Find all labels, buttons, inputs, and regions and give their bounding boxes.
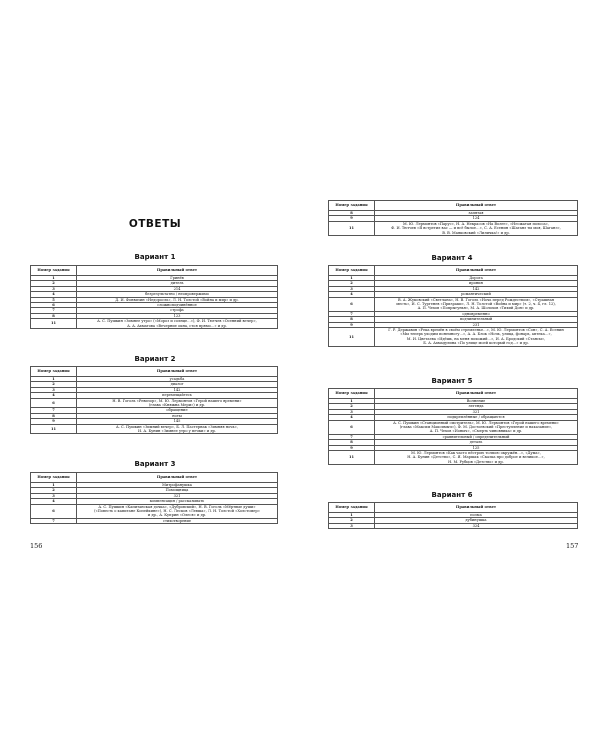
task-number-cell: 3 [329, 409, 375, 414]
right-page [300, 0, 600, 750]
task-number-cell: 2 [329, 404, 375, 409]
task-number-cell: 8 [329, 440, 375, 445]
answer-cell: обращение [77, 408, 278, 413]
task-number-cell: 6 [329, 420, 375, 434]
table-row [329, 523, 578, 528]
column-header-answer: Правильный ответ [375, 201, 578, 211]
table-row [31, 504, 278, 518]
column-header-task-number: Номер задания [329, 503, 375, 513]
variant-title: Вариант 1 [134, 253, 176, 261]
task-number-cell: 6 [31, 504, 77, 518]
answers-table [30, 472, 278, 524]
task-number-cell: 8 [329, 317, 375, 322]
task-number-cell: 7 [329, 434, 375, 439]
column-header-answer: Правильный ответ [77, 266, 278, 276]
table-row [329, 328, 578, 347]
table-row [329, 297, 578, 311]
answer-cell: стихотворение [77, 518, 278, 523]
answer-cell: Гринёв [77, 276, 278, 281]
answer-cell: деталь [375, 440, 578, 445]
task-number-cell: 7 [31, 408, 77, 413]
column-header-answer: Правильный ответ [375, 266, 578, 276]
table-header-row [31, 473, 278, 483]
answer-cell: компенсация / рассказывать [77, 499, 278, 504]
task-number-cell: 4 [31, 393, 77, 398]
task-number-cell: 8 [329, 211, 375, 216]
answer-cell: А. С. Пушкин «Зимнее утро» («Мороз и солнце…»), Ф. И. Тютчев «Осенний вечер», А. А. Ахматова «Вечерние окна, стоя прямо…» и др. [77, 319, 278, 329]
task-number-cell: 1 [31, 276, 77, 281]
task-number-cell: 2 [31, 382, 77, 387]
answer-cell: 142 [77, 387, 278, 392]
column-header-task-number: Номер задания [329, 266, 375, 276]
task-number-cell: 4 [31, 499, 77, 504]
answer-cell: подкреплённые / обращаются [375, 415, 578, 420]
table-header-row [31, 367, 278, 377]
answer-cell: А. С. Пушкин «Станционный смотритель», М. Ю. Лермонтов «Герой нашего времени» (глава «Максим Максимыч»), Ф. М. Достоевский «Преступление и наказание», А. П. Чехов «Ионыч», «Смерть чиновника» и др. [375, 420, 578, 434]
page-number: 156 [30, 542, 43, 550]
column-header-answer: Правильный ответ [375, 503, 578, 513]
answer-cell: М. Ю. Лермонтов «Как часто пёстрою толпою окружён…», «Дума», Н. А. Бунин «Детство», С. Я. Маршак «Сказка про доброе и великое…», Н. М. Рубцов «Детство» и др. [375, 451, 578, 465]
answer-cell: М. Ю. Лермонтов «Парус», Н. А. Некрасов «На Волге», «Несжатая полоса», Ф. И. Тютчев «Я встретил вас — и всё былое…», С. А. Есенин «Шаганэ ты моя, Шаганэ», В. В. Маяковский «Лиличка!» и др. [375, 221, 578, 235]
task-number-cell: 9 [31, 419, 77, 424]
task-number-cell: 9 [329, 216, 375, 221]
answer-cell: 125 [375, 445, 578, 450]
task-number-cell: 4 [329, 292, 375, 297]
answer-cell: ирония [375, 281, 578, 286]
answer-cell: 123 [77, 313, 278, 318]
task-number-cell: 1 [31, 377, 77, 382]
answers-table [30, 366, 278, 434]
answer-cell: Н. В. Гоголь «Ревизор», М. Ю. Лермонтов «Герой нашего времени» (глава «Княжна Мери») и др. [77, 398, 278, 408]
answer-cell: 142 [375, 286, 578, 291]
task-number-cell: 7 [31, 518, 77, 523]
answers-table [328, 388, 578, 465]
variant-title: Вариант 3 [134, 460, 176, 468]
answer-cell: 324 [375, 523, 578, 528]
task-number-cell: 6 [31, 303, 77, 308]
table-header-row [329, 503, 578, 513]
answer-cell: дитель [77, 281, 278, 286]
table-row [31, 398, 278, 408]
task-number-cell: 2 [31, 281, 77, 286]
answer-cell: 321 [77, 493, 278, 498]
task-number-cell: 11 [329, 221, 375, 235]
task-number-cell: 3 [31, 493, 77, 498]
answers-table [328, 200, 578, 236]
column-header-task-number: Номер задания [31, 367, 77, 377]
answer-cell: Митрофанушка [77, 483, 278, 488]
table-header-row [329, 266, 578, 276]
answer-cell: строфа [77, 308, 278, 313]
answer-cell: А. С. Пушкин «Зимний вечер», Б. Л. Пастернак «Зимняя ночь», И. А. Бунин «Зимнее утро у печки» и др. [77, 424, 278, 434]
task-number-cell: 3 [329, 286, 375, 291]
table-row [31, 424, 278, 434]
answer-cell: Волнение [375, 399, 578, 404]
task-number-cell: 11 [31, 424, 77, 434]
answer-cell: безрезультатно / неопровержимо [77, 292, 278, 297]
answer-cell: Дорога [375, 276, 578, 281]
column-header-task-number: Номер задания [31, 266, 77, 276]
task-number-cell: 11 [31, 319, 77, 329]
task-number-cell: 2 [329, 281, 375, 286]
task-number-cell: 4 [31, 292, 77, 297]
table-header-row [329, 201, 578, 211]
task-number-cell: 3 [329, 523, 375, 528]
answer-cell: запятая [375, 211, 578, 216]
table-row [31, 518, 278, 523]
column-header-task-number: Номер задания [329, 389, 375, 399]
table-header-row [329, 389, 578, 399]
task-number-cell: 3 [31, 387, 77, 392]
answers-table [30, 265, 278, 329]
task-number-cell: 4 [329, 415, 375, 420]
answer-cell: 145 [77, 419, 278, 424]
task-number-cell: 9 [329, 322, 375, 327]
task-number-cell: 2 [329, 518, 375, 523]
variant-title: Вариант 5 [431, 377, 473, 385]
variant-title: Вариант 2 [134, 355, 176, 363]
answers-table [328, 502, 578, 529]
task-number-cell: 8 [31, 313, 77, 318]
answer-cell: дубинушка [375, 518, 578, 523]
variant-title: Вариант 4 [431, 254, 473, 262]
task-number-cell: 9 [329, 445, 375, 450]
variant-title: Вариант 6 [431, 491, 473, 499]
answer-cell: 124 [375, 216, 578, 221]
task-number-cell: 11 [329, 451, 375, 465]
table-row [31, 319, 278, 329]
answer-cell: одновременно [375, 311, 578, 316]
table-row [329, 221, 578, 235]
task-number-cell: 3 [31, 286, 77, 291]
column-header-task-number: Номер задания [329, 201, 375, 211]
answer-cell: В. А. Жуковский «Светлана», Н. В. Гоголь «Ночь перед Рождеством», «Страшная месть», И. С. Тургенев «Призраки», Л. Н. Толстой «Война и мир» (т. 2, ч. 4, гл. 12), А. П. Чехов «Попрыгунья», М. А. Шолохов «Тихий Дон» и др. [375, 297, 578, 311]
task-number-cell: 1 [329, 399, 375, 404]
answer-cell: 214 [77, 286, 278, 291]
task-number-cell: 8 [31, 413, 77, 418]
answer-cell: А. С. Пушкин «Капитанская дочка», «Дубровский», Н. В. Гоголь «Мёртвые души» («Повесть о капитане Копейкине»), Н. С. Лесков «Левша», Л. Н. Толстой «Холстомер» и др., А. Куприн «Олеся» и др. [77, 504, 278, 518]
table-header-row [31, 266, 278, 276]
table-row [329, 420, 578, 434]
page-number: 157 [566, 542, 579, 550]
column-header-answer: Правильный ответ [77, 367, 278, 377]
answer-cell: ноты [77, 413, 278, 418]
task-number-cell: 6 [329, 297, 375, 311]
answer-cell: романтический [375, 292, 578, 297]
answer-cell: 321 [375, 409, 578, 414]
task-number-cell: 1 [329, 513, 375, 518]
task-number-cell: 11 [329, 328, 375, 347]
answer-cell: Помощница [77, 488, 278, 493]
task-number-cell: 1 [329, 276, 375, 281]
answer-cell: поэма [375, 513, 578, 518]
answer-cell: сложноподчинённое [77, 303, 278, 308]
task-number-cell: 2 [31, 488, 77, 493]
page-title: ОТВЕТЫ [128, 218, 182, 230]
answer-cell: 231 [375, 322, 578, 327]
answer-cell: подчинительный [375, 317, 578, 322]
column-header-answer: Правильный ответ [375, 389, 578, 399]
column-header-task-number: Номер задания [31, 473, 77, 483]
column-header-answer: Правильный ответ [77, 473, 278, 483]
answer-cell: усадьба [77, 377, 278, 382]
task-number-cell: 7 [329, 311, 375, 316]
task-number-cell: 5 [31, 297, 77, 302]
answers-table [328, 265, 578, 347]
answer-cell: Д. И. Фонвизин «Недоросль», Л. Н. Толстой «Война и мир» и др. [77, 297, 278, 302]
task-number-cell: 6 [31, 398, 77, 408]
answer-cell: легенда [375, 404, 578, 409]
task-number-cell: 7 [31, 308, 77, 313]
table-row [329, 451, 578, 465]
answer-cell: диалог [77, 382, 278, 387]
task-number-cell: 1 [31, 483, 77, 488]
answer-cell: Г. Р. Державин «Река времён в своём стремленье…», М. Ю. Лермонтов «Сон», С. А. Есенин «Мы теперь уходим понемногу…», А. А. Блок «Ночь, улица, фонарь, аптека…», М. И. Цветаева «Идёшь, на меня похожий…», И. А. Бродский «Стансы», Б. А. Ахмадулина «По улице моей который год…» и др. [375, 328, 578, 347]
answer-cell: сравнительный / определительный [375, 434, 578, 439]
answer-cell: перемещайтесь [77, 393, 278, 398]
